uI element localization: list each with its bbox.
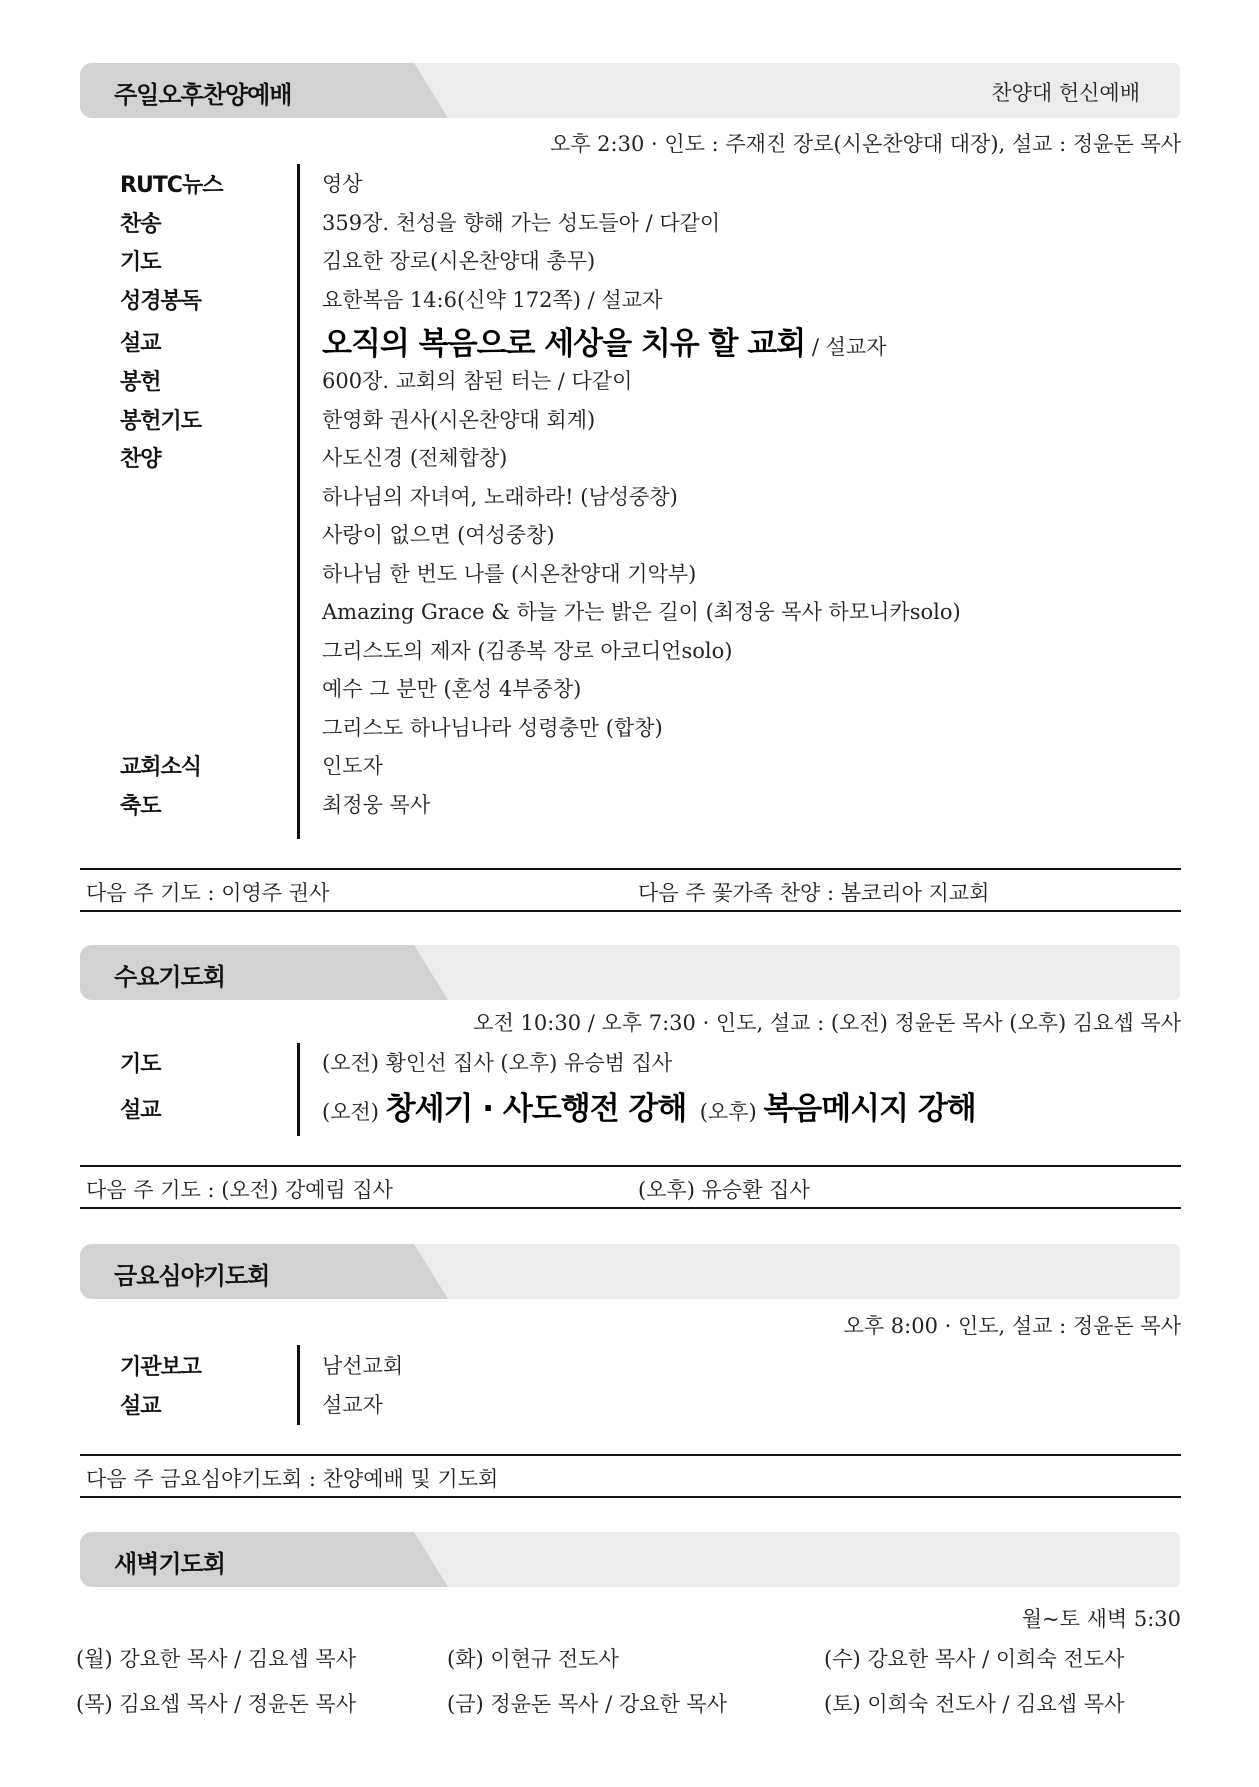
item-value: Amazing Grace & 하늘 가는 밝은 길이 (최정웅 목사 하모니카solo) [322, 600, 961, 624]
next-prayer: 다음 주 기도 : (오전) 강예림 집사 [86, 1178, 393, 1202]
list-item [120, 477, 1180, 516]
item-label: 기도 [120, 250, 161, 275]
item-value: 600장. 교회의 참된 터는 / 다같이 [322, 369, 633, 393]
list-item [120, 1083, 1180, 1133]
wednesday-next-week-note [80, 1165, 1181, 1209]
sermon-value [322, 1083, 976, 1128]
item-value: 사랑이 없으면 (여성중창) [322, 523, 555, 547]
list-item [120, 631, 1180, 670]
item-value: 요한복음 14:6(신약 172쪽) / 설교자 [322, 287, 663, 312]
list-item [120, 164, 1180, 203]
next-friday-note: 다음 주 금요심야기도회 : 찬양예배 및 기도회 [86, 1467, 499, 1491]
item-label: 봉헌기도 [120, 408, 202, 434]
item-value: 예수 그 분만 (혼성 4부중창) [322, 677, 582, 701]
dawn-schedule-item: (토) 이희숙 전도사 / 김요셉 목사 [824, 1692, 1125, 1716]
item-value: 하나님의 자녀여, 노래하라! (남성중창) [322, 484, 678, 509]
dawn-meta: 월~토 새벽 5:30 [1021, 1607, 1181, 1631]
friday-order [120, 1346, 1180, 1423]
list-item [120, 438, 1180, 477]
item-value: 359장. 천성을 향해 가는 성도들아 / 다같이 [322, 210, 721, 235]
item-label: 설교 [120, 1393, 161, 1419]
item-value: 김요한 장로(시온찬양대 총무) [322, 249, 596, 273]
friday-meta: 오후 8:00 · 인도, 설교 : 정윤돈 목사 [843, 1314, 1181, 1338]
sermon-suffix: / 설교자 [805, 335, 887, 359]
sunday-order [120, 164, 1180, 823]
item-label: RUTC뉴스 [120, 173, 223, 198]
list-item [120, 669, 1180, 708]
sermon-title: 오직의 복음으로 세상을 치유 할 교회 [322, 326, 806, 362]
item-value: 설교자 [322, 1392, 383, 1417]
wednesday-meta: 오전 10:30 / 오후 7:30 · 인도, 설교 : (오전) 정윤돈 목사 (오후) 김요셉 목사 [473, 1011, 1181, 1035]
list-item [120, 1043, 1180, 1083]
friday-next-week-note [80, 1454, 1181, 1498]
sunday-section-header [80, 63, 1180, 118]
dawn-title: 새벽기도회 [114, 1550, 225, 1578]
next-flower-praise: 다음 주 꽃가족 찬양 : 봄코리아 지교회 [638, 881, 990, 905]
item-value: 영상 [322, 172, 363, 196]
wednesday-section-header [80, 945, 1180, 1000]
list-item [120, 515, 1180, 554]
list-item [120, 1385, 1180, 1424]
list-item [120, 592, 1180, 631]
list-item [120, 241, 1180, 280]
pm-tag: (오후) [699, 1100, 757, 1124]
dawn-schedule-item: (월) 강요한 목사 / 김요셉 목사 [76, 1647, 356, 1671]
sermon-value [322, 318, 886, 363]
item-label: 기관보고 [120, 1355, 202, 1380]
list-item [120, 554, 1180, 593]
friday-title: 금요심야기도회 [114, 1262, 270, 1290]
item-label: 기도 [120, 1052, 161, 1077]
wednesday-title: 수요기도회 [114, 963, 225, 991]
next-prayer: 다음 주 기도 : 이영주 권사 [86, 881, 330, 905]
item-value: 사도신경 (전체합창) [322, 446, 508, 470]
item-value: 남선교회 [322, 1354, 404, 1378]
sunday-next-week-note [80, 868, 1181, 912]
item-label: 봉헌 [120, 370, 161, 395]
am-tag: (오전) [322, 1100, 379, 1124]
dawn-schedule-item: (목) 김요셉 목사 / 정윤돈 목사 [76, 1692, 356, 1716]
item-value: 인도자 [322, 754, 383, 778]
item-label: 설교 [120, 331, 161, 356]
item-label: 설교 [120, 1098, 161, 1123]
pm-sermon-title: 복음메시지 강해 [763, 1091, 976, 1127]
wednesday-order [120, 1043, 1180, 1133]
item-value: 한영화 권사(시온찬양대 회계) [322, 407, 596, 432]
list-item [120, 785, 1180, 824]
item-value: (오전) 황인선 집사 (오후) 유승범 집사 [322, 1051, 673, 1075]
list-item [120, 746, 1180, 785]
item-value: 하나님 한 번도 나를 (시온찬양대 기악부) [322, 561, 697, 586]
list-item [120, 361, 1180, 400]
list-item [120, 280, 1180, 319]
dawn-schedule-item: (금) 정윤돈 목사 / 강요한 목사 [447, 1692, 727, 1716]
item-label: 성경봉독 [120, 288, 202, 314]
list-item [120, 400, 1180, 439]
dawn-schedule-item: (수) 강요한 목사 / 이희숙 전도사 [824, 1647, 1125, 1671]
item-label: 교회소식 [120, 755, 202, 780]
item-label: 찬양 [120, 447, 161, 472]
item-value: 최정웅 목사 [322, 792, 431, 817]
item-label: 축도 [120, 793, 161, 819]
am-sermon-title: 창세기 · 사도행전 강해 [385, 1091, 687, 1127]
dawn-schedule-item: (화) 이현규 전도사 [447, 1647, 619, 1671]
list-item [120, 318, 1180, 361]
next-prayer-pm: (오후) 유승환 집사 [638, 1178, 810, 1202]
item-value: 그리스도의 제자 (김종복 장로 아코디언solo) [322, 638, 733, 663]
dawn-section-header [80, 1532, 1180, 1587]
list-item [120, 1346, 1180, 1385]
sunday-meta: 오후 2:30 · 인도 : 주재진 장로(시온찬양대 대장), 설교 : 정윤돈 목사 [549, 132, 1181, 156]
item-label: 찬송 [120, 211, 161, 237]
item-value: 그리스도 하나님나라 성령충만 (합창) [322, 715, 663, 740]
friday-section-header [80, 1244, 1180, 1299]
sunday-subtitle: 찬양대 헌신예배 [991, 81, 1140, 105]
sunday-title: 주일오후찬양예배 [114, 81, 292, 109]
list-item [120, 203, 1180, 242]
list-item [120, 708, 1180, 747]
